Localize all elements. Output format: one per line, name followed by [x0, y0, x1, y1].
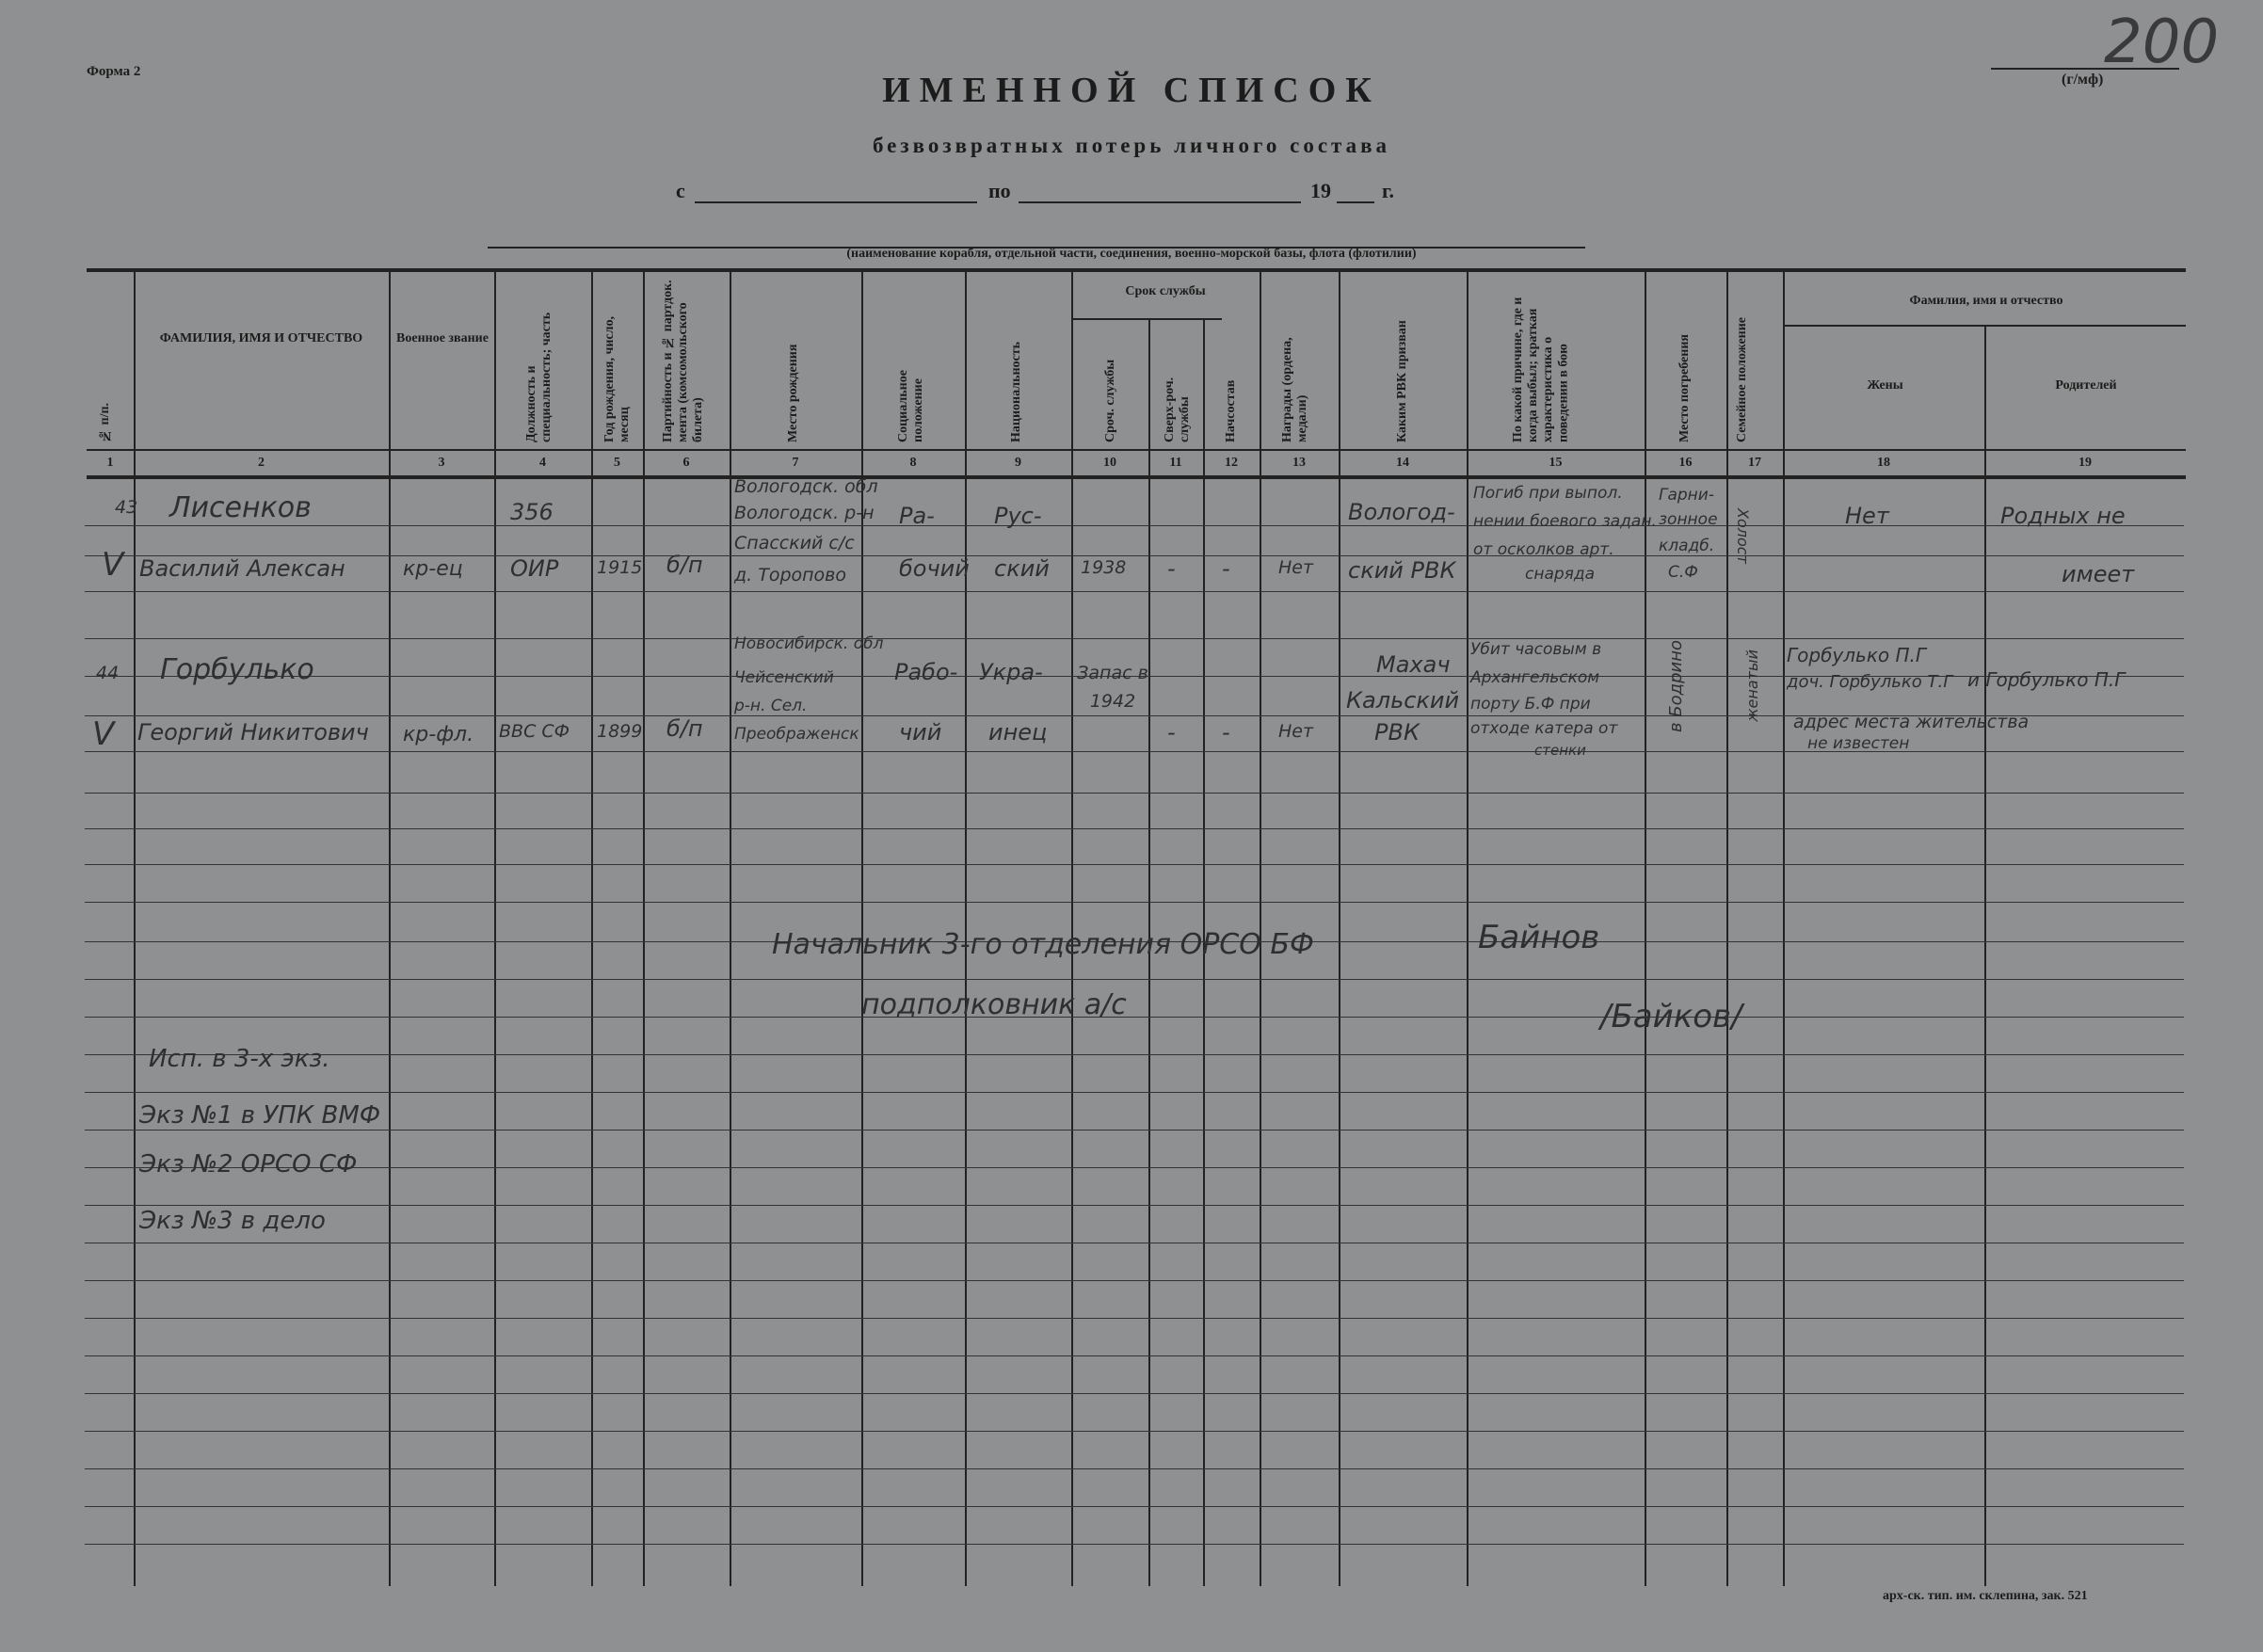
header-divider	[87, 449, 2186, 451]
reason-line: от осколков арт.	[1473, 540, 1614, 559]
awards: Нет	[1278, 721, 1314, 742]
command-staff: -	[1222, 555, 1230, 582]
row-number: 44	[96, 663, 120, 683]
col-header-5: Год рождения, число, месяц	[602, 316, 633, 442]
col-header-4: Должность и специальность; часть	[524, 312, 554, 442]
col-number: 15	[1549, 456, 1563, 470]
col-number: 7	[792, 456, 799, 470]
col-header-6: Партийность и № партдок. мента (комсомольского билета)	[661, 280, 706, 442]
rvk: Вологод-	[1348, 499, 1455, 525]
surname: Лисенков	[169, 491, 312, 524]
birth-year: 1899	[597, 721, 643, 742]
col-number: 12	[1225, 456, 1238, 470]
header-bottom-border	[87, 475, 2186, 479]
awards: Нет	[1278, 557, 1314, 578]
social-status: Рабо-	[894, 659, 958, 685]
col-number: 4	[539, 456, 546, 470]
wife: Горбулько П.Г	[1787, 644, 1927, 666]
given-name: Василий Алексан	[139, 555, 345, 582]
birthplace-line: Спасский с/с	[734, 533, 855, 553]
col-header-13: Награды (ордена, медали)	[1280, 337, 1310, 442]
archive-number: 200	[2104, 8, 2220, 77]
col-number: 18	[1877, 456, 1890, 470]
year-field	[1337, 181, 1374, 203]
position-unit: 356	[510, 499, 554, 525]
birthplace-line: д. Торопово	[734, 565, 847, 585]
distribution-note: Экз №2 ОРСО СФ	[139, 1150, 358, 1179]
service-term: 1938	[1081, 557, 1127, 578]
signer-position: Начальник 3-го отделения ОРСО БФ	[772, 928, 1314, 961]
birthplace-line: Новосибирск. обл	[734, 634, 884, 653]
col-header-16: Место погребения	[1677, 334, 1692, 442]
col-number: 17	[1748, 456, 1761, 470]
col-header-9: Национальность	[1009, 341, 1023, 442]
col-number: 9	[1015, 456, 1021, 470]
col-header-10: Сроч. службы	[1103, 359, 1117, 442]
service-group-divider	[1071, 318, 1222, 320]
printer-imprint: арх-ск. тип. им. склепина, зак. 521	[1883, 1589, 2088, 1603]
col-header-7: Место рождения	[786, 344, 800, 442]
col-number: 19	[2078, 456, 2092, 470]
reason-line: нении боевого задан.	[1473, 512, 1657, 531]
col-header-12: Начсостав	[1224, 379, 1238, 442]
social-status: бочий	[899, 555, 970, 582]
wife: Нет	[1845, 503, 1889, 529]
reason-line: Архангельском	[1470, 668, 1600, 687]
parents: и Горбулько П.Г	[1967, 668, 2126, 691]
social-status: чий	[899, 719, 942, 746]
col-number: 11	[1169, 456, 1182, 470]
unit-caption: (наименование корабля, отдельной части, соединения, военно-морской базы, флота (флотилии)	[846, 247, 1417, 261]
reason-line: отходе катера от	[1470, 719, 1618, 738]
burial-place: в Бодрино	[1666, 640, 1686, 733]
birth-year: 1915	[597, 557, 643, 578]
family-status: женатый	[1743, 650, 1761, 722]
distribution-note: Экз №1 в УПК ВМФ	[139, 1101, 381, 1130]
given-name: Георгий Никитович	[137, 719, 369, 746]
document-title: ИМЕННОЙ СПИСОК	[882, 71, 1381, 110]
reason-line: стенки	[1534, 742, 1586, 759]
reason-line: снаряда	[1525, 565, 1596, 584]
distribution-note: Экз №3 в дело	[139, 1207, 326, 1235]
year-label: 19	[1310, 179, 1331, 202]
col-number: 14	[1396, 456, 1409, 470]
check-mark: V	[92, 715, 115, 753]
col-number: 10	[1103, 456, 1116, 470]
parents: имеет	[2062, 561, 2135, 587]
table-top-border	[87, 268, 2186, 272]
birthplace-line: Чейсенский	[734, 668, 834, 687]
col-header-11: Сверх-роч. службы	[1163, 377, 1193, 442]
party: б/п	[666, 552, 703, 578]
nationality: Рус-	[994, 503, 1042, 529]
rank: кр-фл.	[403, 723, 474, 746]
nationality: ский	[994, 555, 1050, 582]
col-number: 13	[1292, 456, 1306, 470]
wife: доч. Горбулько Т.Г	[1787, 672, 1953, 692]
col-group-service: Срок службы	[1125, 284, 1206, 298]
col-number: 3	[438, 456, 445, 470]
col-number: 6	[682, 456, 690, 470]
position: ОИР	[510, 555, 559, 582]
col-divider	[1984, 325, 1986, 1586]
reason-line: Убит часовым в	[1470, 640, 1602, 659]
social-status: Ра-	[899, 503, 935, 529]
col-header-19: Родителей	[2055, 378, 2117, 393]
date-from-label: с	[676, 179, 685, 202]
service-term: Запас в 1942	[1077, 663, 1148, 713]
rvk: РВК	[1374, 719, 1420, 746]
col-header-3: Военное звание	[396, 331, 489, 345]
distribution-note: Исп. в 3-х экз.	[149, 1045, 330, 1073]
burial-line: Гарни-	[1659, 486, 1714, 505]
date-to-field	[1019, 181, 1301, 203]
birthplace-line: Вологодск. р-н	[734, 503, 875, 523]
col-header-1: № п/п.	[98, 402, 112, 442]
birthplace-line: Преображенск	[734, 725, 859, 744]
gerb-label: (г/мф)	[2062, 72, 2104, 88]
address-note: не известен	[1807, 734, 1910, 753]
position: ВВС СФ	[499, 721, 570, 742]
burial-line: кладб.	[1659, 537, 1715, 555]
col-header-18: Жены	[1867, 378, 1903, 393]
document-subtitle: безвозвратных потерь личного состава	[872, 134, 1391, 157]
rvk: Кальский	[1346, 687, 1460, 714]
parents: Родных не	[2000, 503, 2126, 529]
col-header-15: По какой причине, где и когда выбыл; краткая характеристика о поведении в бою	[1511, 297, 1571, 442]
extra-service: -	[1167, 555, 1176, 582]
party: б/п	[666, 715, 703, 742]
col-header-8: Социальное положение	[896, 370, 926, 442]
col-header-2: ФАМИЛИЯ, ИМЯ И ОТЧЕСТВО	[159, 331, 363, 345]
date-from-field	[695, 181, 977, 203]
command-staff: -	[1222, 719, 1230, 746]
col-group-names: Фамилия, имя и отчество	[1909, 294, 2063, 308]
nationality: Укра-	[979, 659, 1043, 685]
col-header-14: Каким РВК призван	[1395, 320, 1409, 442]
reason-line: порту Б.Ф при	[1470, 695, 1591, 714]
birthplace-line: Вологодск. обл	[734, 476, 878, 497]
extra-service: -	[1167, 719, 1176, 746]
burial-line: С.Ф	[1668, 563, 1698, 582]
rank: кр-ец	[403, 557, 463, 581]
rvk: ский РВК	[1348, 557, 1456, 584]
signature: Байнов	[1478, 919, 1600, 956]
col-header-17: Семейное положение	[1735, 316, 1749, 442]
date-to-label: по	[988, 179, 1011, 202]
family-status: Холост	[1734, 508, 1752, 564]
rvk: Махач	[1376, 651, 1451, 678]
surname: Горбулько	[160, 653, 314, 686]
nationality: инец	[988, 719, 1048, 746]
col-number: 16	[1678, 456, 1693, 470]
form-label: Форма 2	[87, 64, 141, 79]
reason-line: Погиб при выпол.	[1473, 484, 1623, 503]
col-number: 1	[106, 456, 114, 470]
signer-name: /Байков/	[1600, 998, 1742, 1035]
year-suffix: г.	[1382, 179, 1395, 202]
signer-rank: подполковник а/с	[861, 988, 1127, 1021]
col-number: 8	[909, 456, 917, 470]
burial-line: зонное	[1659, 510, 1718, 529]
col-number: 5	[614, 456, 620, 470]
col-number: 2	[258, 456, 265, 470]
birthplace-line: р-н. Сел.	[734, 697, 808, 715]
check-mark: V	[102, 546, 124, 584]
row-number: 43	[115, 497, 138, 518]
address-note: адрес места жительства	[1793, 712, 2030, 732]
